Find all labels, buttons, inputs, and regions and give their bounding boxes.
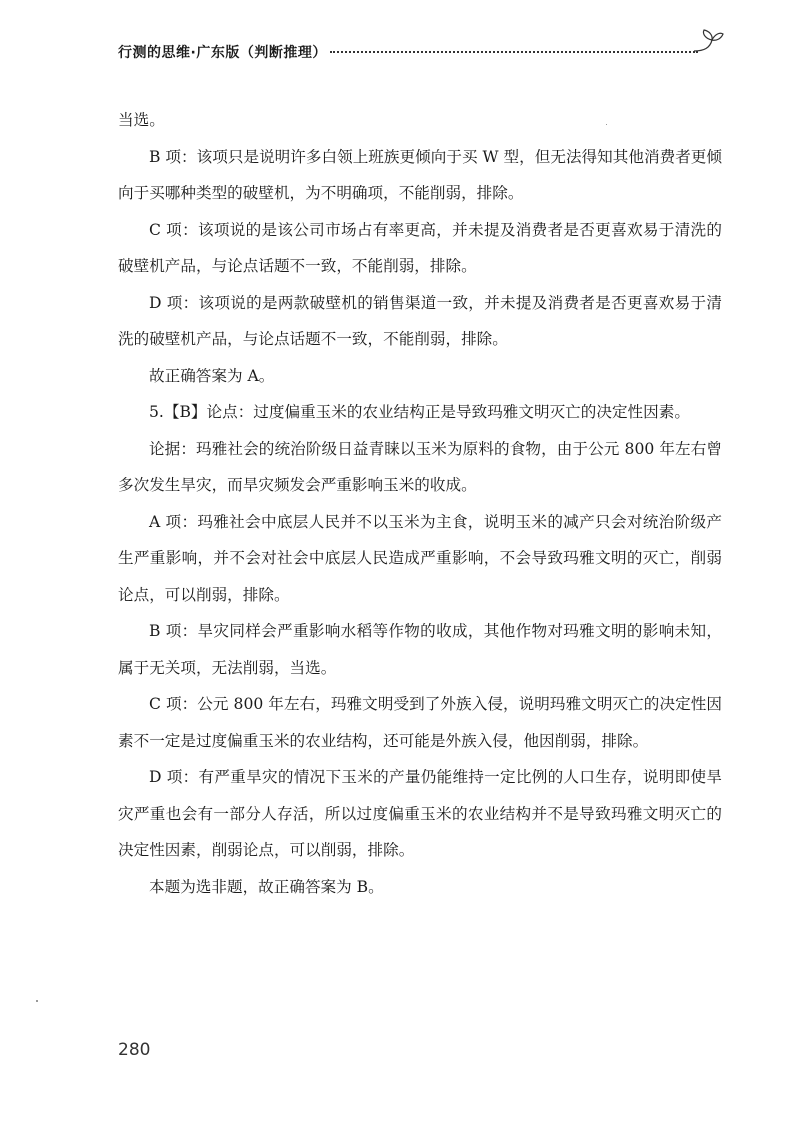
paragraph-2: B 项：该项只是说明许多白领上班族更倾向于买 W 型，但无法得知其他消费者更倾向于买哪种类型的破壁机，为不明确项，不能削弱，排除。 <box>118 147 722 202</box>
sprout-icon <box>690 28 724 54</box>
paragraph-1: 当选。 <box>118 111 165 129</box>
paragraph-9: B 项：旱灾同样会严重影响水稻等作物的收成，其他作物对玛雅文明的影响未知，属于无关项，无法削弱，当选。 <box>118 622 722 677</box>
scan-speck <box>36 1000 38 1002</box>
paragraph-3: C 项：该项说的是该公司市场占有率更高，并未提及消费者是否更喜欢易于清洗的破壁机产品，与论点话题不一致，不能削弱，排除。 <box>118 220 722 275</box>
page-body <box>118 102 722 905</box>
paragraph-12: 本题为选非题，故正确答案为 B。 <box>149 877 384 896</box>
paragraph-7: 论据：玛雅社会的统治阶级日益青睐以玉米为原料的食物，由于公元 800 年左右曾多次发生旱灾，而旱灾频发会严重影响玉米的收成。 <box>118 439 722 494</box>
scan-speck <box>606 124 607 125</box>
paragraph-8: A 项：玛雅社会中底层人民并不以玉米为主食，说明玉米的减产只会对统治阶级产生严重影响，并不会对社会中底层人民造成严重影响，不会导致玛雅文明的灭亡，削弱论点，可以削弱，排除。 <box>118 512 722 604</box>
paragraph-11: D 项：有严重旱灾的情况下玉米的产量仍能维持一定比例的人口生存，说明即使旱灾严重也会有一部分人存活，所以过度偏重玉米的农业结构并不是导致玛雅文明灭亡的决定性因素，削弱论点，可以削弱，排除。 <box>118 768 722 859</box>
running-header <box>118 42 718 68</box>
paragraph-6: 5.【B】论点：过度偏重玉米的农业结构正是导致玛雅文明灭亡的决定性因素。 <box>149 403 690 421</box>
header-dotted-rule <box>330 51 698 53</box>
paragraph-5: 故正确答案为 A。 <box>149 366 275 385</box>
page-number: 280 <box>118 1040 151 1060</box>
header-title: 行测的思维·广东版（判断推理） <box>118 45 327 61</box>
paragraph-10: C 项：公元 800 年左右，玛雅文明受到了外族入侵，说明玛雅文明灭亡的决定性因素不一定是过度偏重玉米的农业结构，还可能是外族入侵，他因削弱，排除。 <box>118 695 722 750</box>
paragraph-4: D 项：该项说的是两款破壁机的销售渠道一致，并未提及消费者是否更喜欢易于清洗的破壁机产品，与论点话题不一致，不能削弱，排除。 <box>118 293 722 348</box>
